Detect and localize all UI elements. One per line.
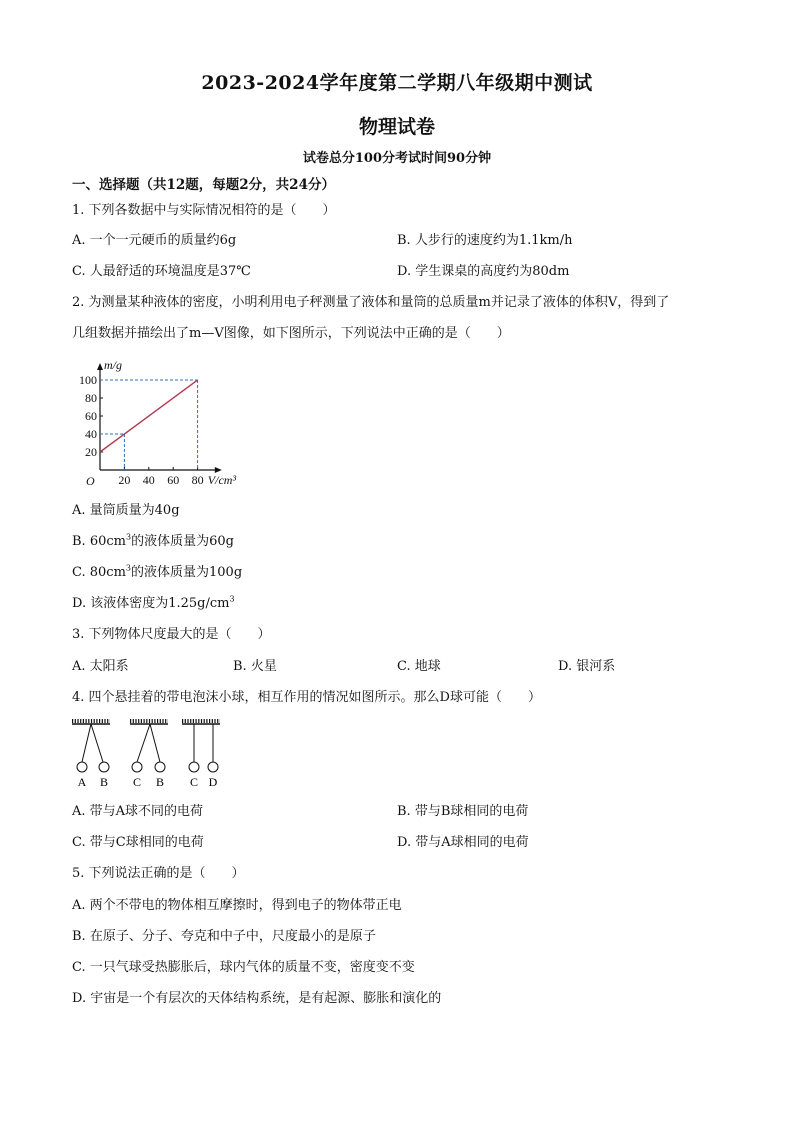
q5-option-a: A. 两个不带电的物体相互摩擦时，得到电子的物体带正电	[72, 898, 402, 913]
hanging-balls-figure	[70, 716, 230, 796]
x-tick-label: 40	[142, 473, 155, 487]
y-tick-label: 60	[85, 409, 97, 423]
exam-title: 2023-2024学年度第二学期八年级期中测试	[201, 72, 593, 94]
q5-option-c: C. 一只气球受热膨胀后，球内气体的质量不变，密度变不变	[72, 960, 415, 975]
y-tick-label: 40	[85, 427, 97, 441]
label-d: D	[208, 775, 218, 789]
y-tick-label: 80	[85, 391, 97, 405]
q1-option-d: D. 学生课桌的高度约为80dm	[397, 264, 570, 279]
label-b-1: B	[99, 775, 109, 789]
q4-stem: 4. 四个悬挂着的带电泡沫小球，相互作用的情况如图所示。那么D球可能（ ）	[72, 690, 541, 705]
q4-option-c: C. 带与C球相同的电荷	[72, 835, 204, 850]
q1-option-c: C. 人最舒适的环境温度是37℃	[72, 264, 251, 279]
q5-option-d: D. 宇宙是一个有层次的天体结构系统，是有起源、膨胀和演化的	[72, 991, 442, 1006]
q2-stem-line1: 2. 为测量某种液体的密度，小明利用电子秤测量了液体和量筒的总质量m并记录了液体的体积V，得到了	[72, 295, 670, 310]
label-c-1: C	[132, 775, 142, 789]
origin-label: O	[86, 474, 95, 488]
m-v-graph	[70, 352, 260, 492]
q2-option-d: D. 该液体密度为$1.25g/cm^3$	[72, 594, 235, 611]
q2-option-a: A. 量筒质量为40g	[72, 503, 180, 518]
q2-option-b: B. $60cm^3$的液体质量为60g	[72, 532, 234, 549]
ball-c-1	[132, 762, 142, 772]
ball-c-2	[189, 762, 199, 772]
q5-stem: 5. 下列说法正确的是（ ）	[72, 866, 245, 881]
ball-d	[208, 762, 218, 772]
ball-b-1	[99, 762, 109, 772]
q3-option-b: B. 火星	[233, 659, 277, 674]
y-tick-label: 100	[79, 373, 97, 387]
x-tick-label: 60	[167, 473, 180, 487]
label-c-2: C	[189, 775, 199, 789]
exam-info: 试卷总分100分考试时间90分钟	[302, 151, 492, 166]
x-tick-label: 20	[118, 473, 131, 487]
section-heading: 一、选择题（共12题，每题2分，共24分）	[72, 177, 335, 193]
ball-b-2	[155, 762, 165, 772]
q3-option-c: C. 地球	[397, 659, 441, 674]
label-a: A	[77, 775, 87, 789]
subject-title: 物理试卷	[358, 116, 435, 138]
label-b-2: B	[155, 775, 165, 789]
q2-stem-line2: 几组数据并描绘出了m—V图像，如下图所示，下列说法中正确的是（ ）	[72, 326, 510, 341]
q4-option-b: B. 带与B球相同的电荷	[397, 804, 529, 819]
q1-option-a: A. 一个一元硬币的质量约6g	[72, 233, 237, 248]
q4-option-d: D. 带与A球相同的电荷	[397, 835, 529, 850]
y-axis-arrow	[97, 363, 103, 370]
q3-option-a: A. 太阳系	[72, 659, 129, 674]
q4-option-a: A. 带与A球不同的电荷	[72, 804, 204, 819]
q1-stem: 1. 下列各数据中与实际情况相符的是（ ）	[72, 203, 336, 218]
y-axis-label: m/g	[104, 358, 122, 372]
mass-volume-line	[100, 380, 198, 452]
y-tick-label: 20	[85, 445, 97, 459]
q5-option-b: B. 在原子、分子、夸克和中子中，尺度最小的是原子	[72, 929, 376, 944]
x-tick-label: 80	[191, 473, 204, 487]
q3-option-d: D. 银河系	[558, 659, 616, 674]
q3-stem: 3. 下列物体尺度最大的是（ ）	[72, 627, 271, 642]
q1-option-b: B. 人步行的速度约为1.1km/h	[397, 233, 573, 248]
x-axis-label: V/cm³	[207, 473, 237, 487]
q2-option-c: C. $80cm^3$的液体质量为100g	[72, 563, 243, 580]
ball-a	[77, 762, 87, 772]
